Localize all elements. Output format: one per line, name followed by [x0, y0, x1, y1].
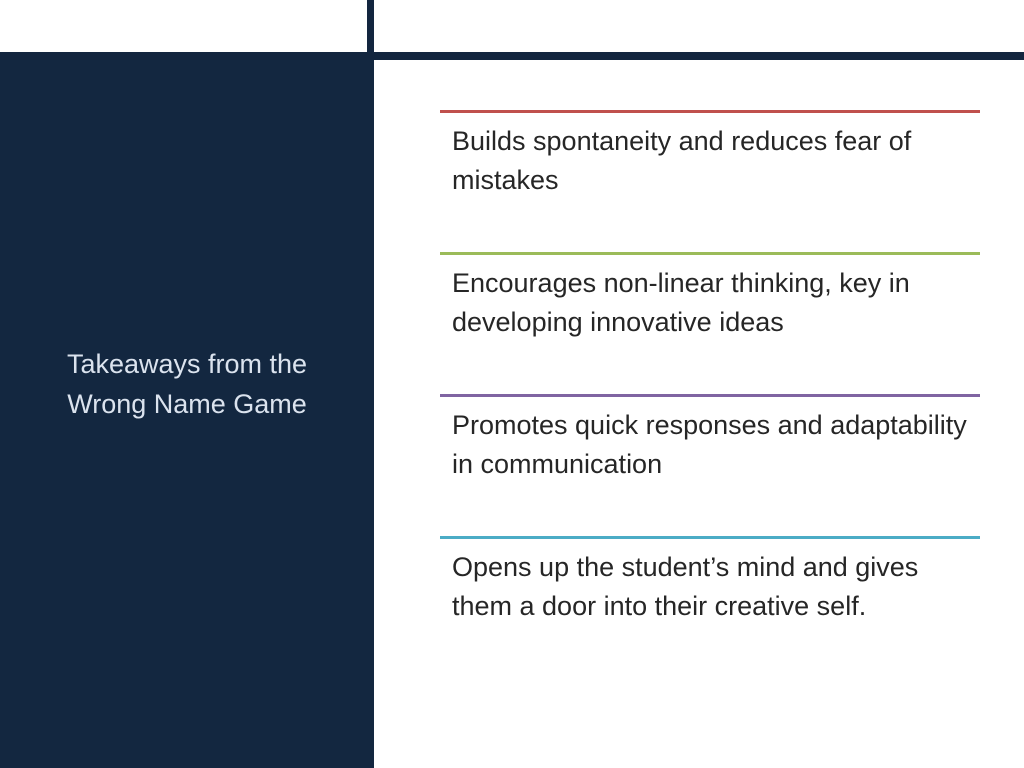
title-panel [0, 60, 374, 768]
top-rule [0, 52, 1024, 60]
takeaway-item [440, 394, 980, 536]
slide-title: Takeaways from the Wrong Name Game [66, 349, 308, 419]
takeaway-text: Builds spontaneity and reduces fear of mistakes [452, 126, 912, 195]
takeaway-item [440, 252, 980, 394]
top-divider [367, 0, 374, 52]
takeaway-text: Encourages non-linear thinking, key in developing innovative ideas [452, 268, 910, 337]
takeaway-rule [440, 536, 980, 539]
takeaway-list [440, 110, 980, 678]
takeaway-item [440, 536, 980, 678]
takeaway-text: Opens up the student’s mind and gives them a door into their creative self. [452, 552, 919, 621]
takeaway-rule [440, 252, 980, 255]
takeaway-item [440, 110, 980, 252]
takeaway-rule [440, 394, 980, 397]
takeaway-text: Promotes quick responses and adaptability in communication [452, 410, 967, 479]
takeaway-rule [440, 110, 980, 113]
top-band [0, 0, 367, 52]
